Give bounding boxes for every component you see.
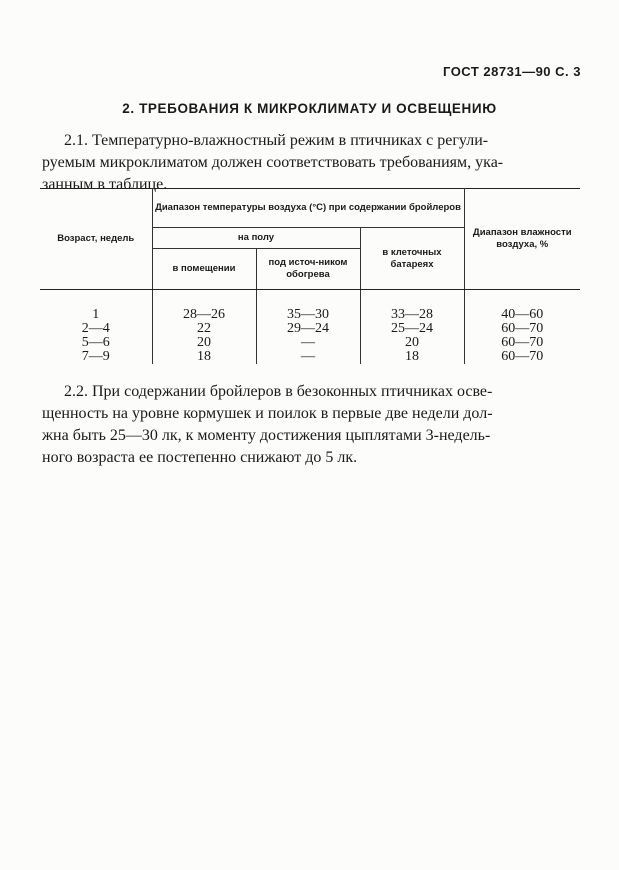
table-cell: 20 [197, 335, 211, 350]
table-cell: 1 [92, 307, 100, 322]
header-floor: на полу [152, 228, 360, 249]
header-temp-range: Диапазон температуры воздуха (°С) при содержании бройлеров [152, 189, 464, 228]
header-room: в помещении [152, 249, 256, 290]
humidity-column [464, 290, 580, 365]
table-cell: 18 [405, 349, 419, 364]
header-cage: в клеточных батареях [360, 228, 464, 290]
table-cell: 2—4 [81, 321, 110, 336]
age-column [40, 290, 152, 365]
cage-column [360, 290, 464, 365]
paragraph-line: ного возраста ее постепенно снижают до 5 лк. [42, 449, 358, 466]
room-column [152, 290, 256, 365]
table-cell: 7—9 [81, 349, 110, 364]
paragraph-2-1 [42, 130, 580, 196]
section-title: 2. ТРЕБОВАНИЯ К МИКРОКЛИМАТУ И ОСВЕЩЕНИЮ [122, 101, 497, 116]
table-cell: 35—30 [287, 307, 329, 322]
header-heater: под источ-ником обогрева [256, 249, 360, 290]
table-cell: 60—70 [501, 349, 544, 364]
header-age: Возраст, недель [40, 189, 152, 290]
paragraph-line: 2.1. Температурно-влажностный режим в птичниках с регули- [64, 132, 489, 149]
header-humidity: Диапазон влажности воздуха, % [464, 189, 580, 290]
table-cell: 22 [197, 321, 211, 336]
table-cell: — [301, 349, 315, 364]
paragraph-line: руемым микроклиматом должен соответствовать требованиям, ука- [42, 154, 504, 171]
table-cell: 28—26 [183, 307, 225, 322]
table-cell: 60—70 [501, 321, 544, 336]
heater-column [256, 290, 360, 365]
table-cell: 25—24 [391, 321, 433, 336]
table-cell: 40—60 [501, 307, 544, 322]
paragraph-line: щенность на уровне кормушек и поилок в первые две недели дол- [42, 405, 493, 422]
paragraph-line: 2.2. При содержании бройлеров в безоконных птичниках осве- [64, 383, 493, 400]
table-cell: 29—24 [287, 321, 329, 336]
paragraph-line: занным в таблице. [42, 176, 168, 193]
paragraph-2-2 [42, 381, 580, 469]
table-cell: — [301, 335, 315, 350]
table-cell: 60—70 [501, 335, 544, 350]
microclimate-table [40, 188, 580, 364]
table-cell: 20 [405, 335, 419, 350]
document-reference: ГОСТ 28731—90 С. 3 [443, 64, 581, 79]
table-cell: 33—28 [391, 307, 433, 322]
paragraph-line: жна быть 25—30 лк, к моменту достижения цыплятами 3-недель- [42, 427, 491, 444]
table-cell: 5—6 [81, 335, 110, 350]
table-cell: 18 [197, 349, 211, 364]
